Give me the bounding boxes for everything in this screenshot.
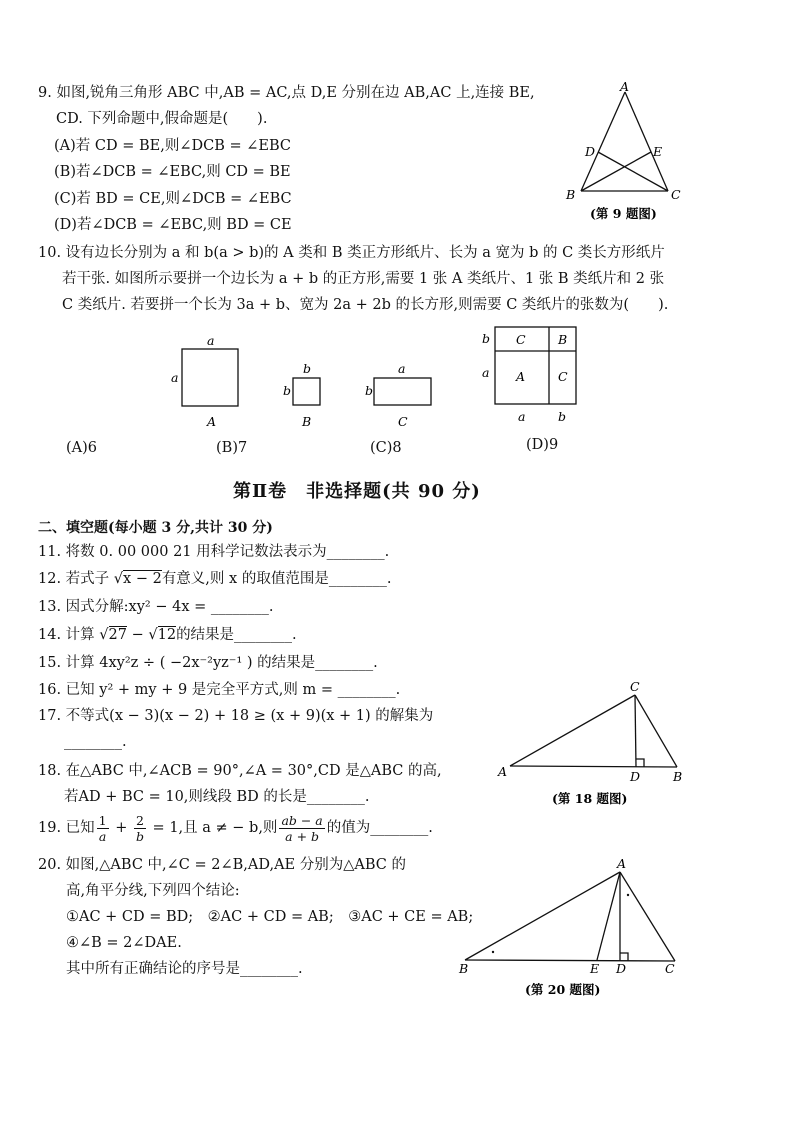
q10-b-name: B: [302, 414, 312, 429]
q18-line1: 18. 在△ABC 中,∠ACB = 90°,∠A = 30°,CD 是△ABC 的高,: [38, 763, 442, 779]
q20-line3: ①AC + CD = BD; ②AC + CD = AB; ③AC + CE = AB;: [66, 909, 474, 925]
q10-b-top-label: b: [303, 361, 312, 376]
q9-side-ac: [625, 92, 668, 191]
q15: 15. 计算 4xy²z ÷ ( −2x⁻²yz⁻¹ ) 的结果是________.: [38, 655, 378, 671]
q20-label-d: D: [616, 961, 627, 976]
sqrt-sign: √: [113, 571, 124, 587]
q9-stem-line2: CD. 下列命题中,假命题是( ).: [56, 111, 268, 127]
q19-frac2-den: b: [135, 828, 144, 844]
q20-figure-caption: (第 20 题图): [525, 982, 601, 997]
q10-big-bottom-a: a: [518, 409, 526, 424]
q14: [38, 626, 297, 644]
q18-label-a: A: [498, 764, 508, 779]
q13: 13. 因式分解:xy² − 4x = ________.: [38, 599, 274, 615]
q20-figure: [455, 855, 695, 1000]
q18-figure: [490, 675, 700, 810]
q10-option-c: (C)8: [370, 440, 402, 456]
q20-label-b: B: [459, 961, 469, 976]
q10-option-a: (A)6: [66, 440, 98, 456]
q20-line1: 20. 如图,△ABC 中,∠C = 2∠B,AD,AE 分别为△ABC 的: [38, 857, 406, 873]
q16: 16. 已知 y² + my + 9 是完全平方式,则 m = ________.: [38, 682, 401, 698]
q19-fraction-1: [97, 813, 109, 844]
q19-frac3-den: a + b: [285, 828, 320, 844]
q10-a-name: A: [207, 414, 217, 429]
q17-line1: 17. 不等式(x − 3)(x − 2) + 18 ≥ (x + 9)(x + 1) 的解集为: [38, 708, 434, 724]
q18-right-angle-mark: [636, 759, 644, 767]
q9-label-b: B: [566, 187, 576, 202]
q10-big-cell-b: B: [558, 332, 568, 347]
q19-fraction-3: [279, 813, 324, 844]
q17-line2: ________.: [64, 734, 127, 750]
q9-option-b: (B)若∠DCB = ∠EBC,则 CD = BE: [54, 164, 291, 180]
q11: 11. 将数 0. 00 000 21 用科学记数法表示为________.: [38, 544, 390, 560]
section2-heading: 二、填空题(每小题 3 分,共计 30 分): [38, 520, 273, 536]
q10-line2: 若干张. 如图所示要拼一个边长为 a + b 的正方形,需要 1 张 A 类纸片、1 张 B 类纸片和 2 张: [62, 271, 665, 287]
q20-angle-b-dot: [492, 951, 494, 953]
q9-side-ab: [581, 92, 625, 191]
q19-plus: +: [110, 820, 132, 836]
sqrt-sign: √: [148, 627, 158, 643]
q20-angle-dot: [627, 894, 629, 896]
q10-big-cell-c-right: C: [558, 369, 568, 384]
q19-fraction-2: [134, 813, 146, 844]
q10-line1: 10. 设有边长分别为 a 和 b(a > b)的 A 类和 B 类正方形纸片、长为 a 宽为 b 的 C 类长方形纸片: [38, 245, 665, 261]
q9-label-d: D: [585, 144, 596, 159]
q10-a-top-label: a: [207, 333, 215, 348]
q10-square-a: [182, 349, 238, 406]
sqrt-sign: √: [99, 627, 109, 643]
q19-mid: = 1,且 a ≠ − b,则: [147, 820, 278, 836]
q20-line2: 高,角平分线,下列四个结论:: [66, 883, 240, 899]
q20-side-ab: [465, 872, 620, 960]
q10-line3: C 类纸片. 若要拼一个长为 3a + b、宽为 2a + 2b 的长方形,则需要 C 类纸片的张数为( ).: [62, 297, 669, 313]
q18-label-d: D: [630, 769, 641, 784]
q9-option-a: (A)若 CD = BE,则∠DCB = ∠EBC: [54, 138, 291, 154]
q18-side-cb: [635, 695, 677, 767]
q20-line4: ④∠B = 2∠DAE.: [66, 935, 182, 951]
q20-line5: 其中所有正确结论的序号是________.: [66, 961, 303, 977]
q10-a-left-label: a: [171, 370, 179, 385]
q18-altitude-cd: [635, 695, 636, 767]
q20-label-e: E: [590, 961, 600, 976]
q10-square-b: [293, 378, 320, 405]
q12: [38, 570, 391, 588]
q14-radicand-2: 12: [157, 627, 177, 643]
q19-post: 的值为________.: [326, 820, 433, 836]
q12-radicand: x − 2: [123, 571, 162, 587]
q18-side-ab: [510, 766, 677, 767]
q10-b-left-label: b: [283, 383, 292, 398]
q18-side-ac: [510, 695, 635, 766]
q12-pre: 12. 若式子: [38, 571, 114, 587]
q10-c-top-label: a: [398, 361, 406, 376]
q9-figure: [560, 78, 700, 223]
q10-option-d: (D)9: [526, 437, 559, 453]
q20-label-c: C: [665, 961, 675, 976]
q18-figure-caption: (第 18 题图): [552, 791, 628, 806]
q20-right-angle-mark: [620, 953, 628, 961]
q20-bisector-ae: [597, 872, 620, 960]
q9-figure-caption: (第 9 题图): [590, 206, 657, 221]
q18-label-c: C: [630, 679, 640, 694]
q10-c-name: C: [398, 414, 408, 429]
q10-big-cell-a: A: [516, 369, 526, 384]
q10-big-cell-c-top: C: [516, 332, 526, 347]
q9-label-c: C: [671, 187, 681, 202]
q10-option-b: (B)7: [216, 440, 248, 456]
q9-stem-line1: 9. 如图,锐角三角形 ABC 中,AB = AC,点 D,E 分别在边 AB,AC 上,连接 BE,: [38, 85, 535, 101]
q14-mid: −: [126, 627, 149, 643]
q20-label-a: A: [617, 856, 627, 871]
q18-line2: 若AD + BC = 10,则线段 BD 的长是________.: [64, 789, 370, 805]
q20-side-ac: [620, 872, 675, 961]
q19-frac1-num: 1: [98, 812, 107, 828]
q10-big-bottom-b: b: [558, 409, 567, 424]
q18-label-b: B: [673, 769, 683, 784]
q14-post: 的结果是________.: [176, 627, 297, 643]
q19-pre: 19. 已知: [38, 820, 95, 836]
q14-pre: 14. 计算: [38, 627, 100, 643]
q19: [38, 810, 433, 846]
q10-big-left-b: b: [482, 331, 491, 346]
q19-frac2-num: 2: [136, 812, 144, 828]
q10-rect-c: [374, 378, 431, 405]
q14-radicand-1: 27: [108, 627, 127, 643]
q20-side-bc: [465, 960, 675, 961]
part2-title: 第Ⅱ卷 非选择题(共 90 分): [233, 481, 481, 502]
q12-post: 有意义,则 x 的取值范围是________.: [161, 571, 392, 587]
q9-option-d: (D)若∠DCB = ∠EBC,则 BD = CE: [54, 217, 292, 233]
q9-option-c: (C)若 BD = CE,则∠DCB = ∠EBC: [54, 191, 292, 207]
q10-big-left-a: a: [482, 365, 490, 380]
q19-frac1-den: a: [98, 828, 107, 844]
q19-frac3-num: ab − a: [281, 812, 323, 828]
q10-c-left-label: b: [365, 383, 374, 398]
q9-label-a: A: [620, 79, 630, 94]
q9-label-e: E: [653, 144, 663, 159]
